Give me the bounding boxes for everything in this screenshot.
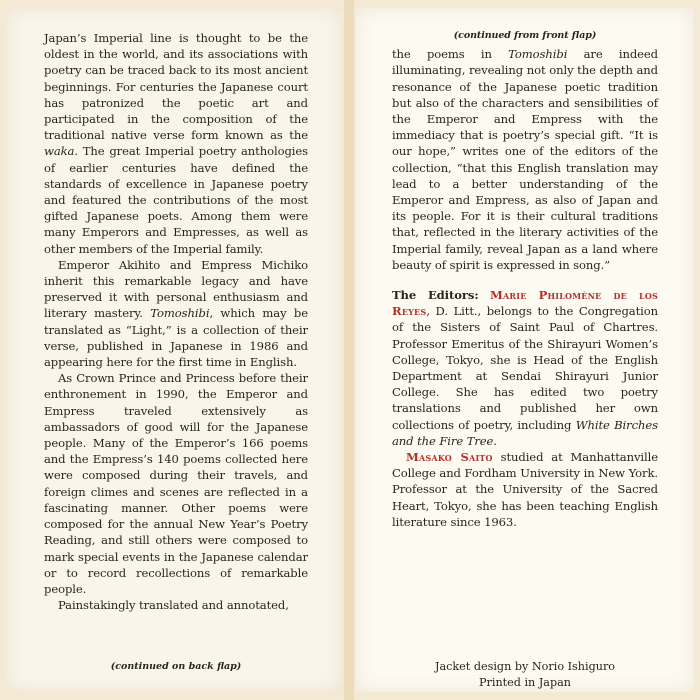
front-flap-text xyxy=(44,30,308,613)
paragraph-1: Japan’s Imperial line is thought to be the oldest in the world, and its associations with poetry can be traced back to its most ancient beginnings. For centuries the Japanese court has patronized the poetic art and participated in the composition of the traditional native verse form known as the waka. The great Imperial poetry anthologies of earlier centuries have defined the standards of excellence in Japanese poetry and featured the contributions of the most gifted Japanese poets. Among them were many Emperors and Empresses, as well as other members of the Imperial family. xyxy=(44,31,308,256)
paragraph-3: As Crown Prince and Princess before their enthronement in 1990, the Emperor and Empress traveled extensively as ambassadors of good will for the Japanese people. Many of the Emperor’s 166 poems and the Empress’s 140 poems collected here were composed during their travels, and foreign climes and scenes are reflected in a fascinating manner. Other poems were composed for the annual New Year’s Poetry Reading, and still others were composed to mark special events in the Japanese calendar or to record recollections of remarkable people. xyxy=(44,371,308,596)
back-flap-text xyxy=(392,28,658,530)
fold-gutter xyxy=(344,0,354,700)
jacket-design-credit: Jacket design by Norio Ishiguro xyxy=(434,660,616,673)
book-title: Tomoshibi xyxy=(508,47,568,62)
continuation-paragraph: the poems in Tomoshibi are indeed illuminating, revealing not only the depth and resonance of the Japanese poetic tradition but also of the characters and sensibilities of the Emperor and Empress with the immediacy that is poetry’s special gift. “It is our hope,” writes one of the editors of the collection, “that this English translation may lead to a better understanding of the Emperor and Empress, as also of Japan and its people. For it is their cultural traditions that, reflected in the literary activities of the Imperial family, reveal Japan as a land where beauty of spirit is expressed in song.” xyxy=(392,47,659,272)
back-flap xyxy=(356,8,694,692)
editor-1-name: Marie Philomène de los Reyes xyxy=(392,288,659,319)
editor-1-book-title: White Birches and the Fire Tree xyxy=(392,417,658,448)
editor-2-name: Masako Saito xyxy=(406,450,493,465)
continued-on-back-note: (continued on back flap) xyxy=(110,661,242,672)
printed-in-credit: Printed in Japan xyxy=(478,676,572,689)
book-title: Tomoshibi xyxy=(150,306,210,321)
paragraph-2: Emperor Akihito and Empress Michiko inherit this remarkable legacy and have preserved it with personal enthusiasm and literary mastery. Tomoshibi, which may be translated as “Light,” is a collection of their verse, published in Japanese in 1986 and appearing here for the first time in English. xyxy=(44,257,309,370)
editor-2-paragraph: Masako Saito studied at Manhattanville College and Fordham University in New York. Professor at the University of the Sacred Heart, Tokyo, she has been teaching English literature since 1963. xyxy=(392,450,658,529)
front-flap xyxy=(6,8,342,692)
editors-heading: The Editors: xyxy=(392,288,479,303)
continued-from-front-note: (continued from front flap) xyxy=(453,30,597,41)
jacket-credits xyxy=(356,659,694,691)
waka-term: waka xyxy=(44,144,75,159)
paragraph-4: Painstakingly translated and annotated, xyxy=(58,598,289,613)
editor-1-paragraph: The Editors: Marie Philomène de los Reyes, D. Litt., belongs to the Congregation of the Sisters of Saint Paul of Chartres. Professor Emeritus of the Shirayuri Women’s College, Tokyo, she is Head of the English Department at Sendai Shirayuri Junior College. She has edited two poetry translations and published her own collections of poetry, including White Birches and the Fire Tree. xyxy=(392,288,659,448)
